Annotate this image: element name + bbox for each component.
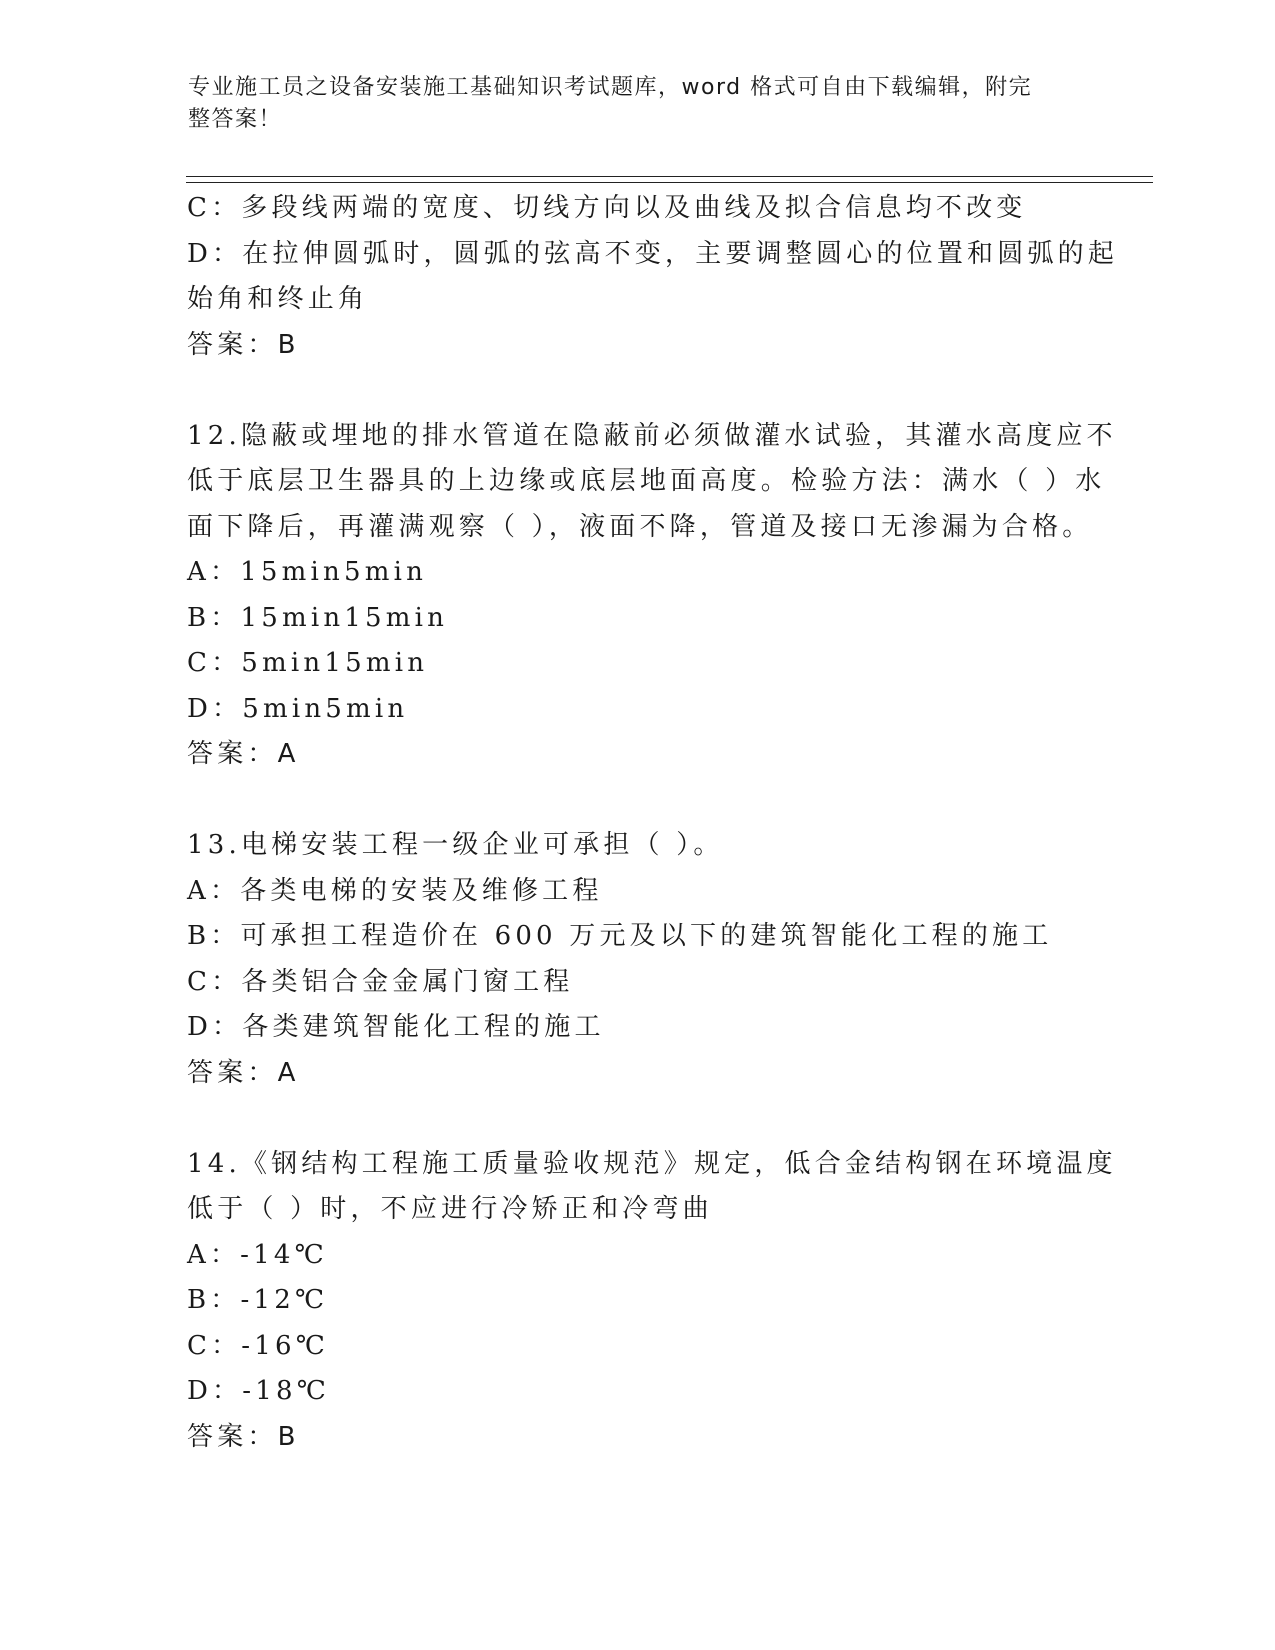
- option-a: A：各类电梯的安装及维修工程: [187, 875, 603, 906]
- option-a: A：15min5min: [187, 557, 428, 587]
- question-stem-line-1: 14.《钢结构工程施工质量验收规范》规定，低合金结构钢在环境温度: [187, 1148, 1117, 1179]
- header-divider-top: [186, 176, 1153, 177]
- previous-question: [187, 186, 1119, 368]
- answer: 答案：A: [187, 1057, 300, 1088]
- option-c: C：各类铝合金金属门窗工程: [187, 966, 574, 997]
- header-title-line-1: 专业施工员之设备安装施工基础知识考试题库，word 格式可自由下载编辑，附完: [188, 75, 1033, 100]
- question-spacer: [187, 368, 1077, 414]
- option-b: B：15min15min: [187, 602, 449, 633]
- answer: 答案：A: [187, 739, 300, 769]
- question-14: [187, 1142, 1117, 1461]
- document-header: [188, 72, 1068, 136]
- option-c: C：5min15min: [187, 648, 429, 678]
- question-spacer: [187, 1096, 1077, 1142]
- option-d-line-2: 始角和终止角: [187, 284, 369, 314]
- question-12: [187, 414, 1117, 778]
- option-c: C：多段线两端的宽度、切线方向以及曲线及拟合信息均不改变: [187, 193, 1027, 223]
- question-stem-line-3: 面下降后，再灌满观察（ ），液面不降，管道及接口无渗漏为合格。: [187, 511, 1093, 542]
- option-d: D：各类建筑智能化工程的施工: [187, 1012, 605, 1042]
- option-d-line-1: D：在拉伸圆弧时，圆弧的弦高不变，主要调整圆心的位置和圆弧的起: [187, 238, 1119, 269]
- header-title-line-2: 整答案！: [188, 107, 283, 132]
- question-13: [187, 823, 1077, 1096]
- answer: 答案：B: [187, 1421, 300, 1452]
- question-stem-line-2: 低于底层卫生器具的上边缘或底层地面高度。检验方法：满水（ ）水: [187, 466, 1106, 496]
- header-divider-bottom: [186, 182, 1153, 183]
- option-b: B：可承担工程造价在 600 万元及以下的建筑智能化工程的施工: [187, 921, 1053, 951]
- option-d: D：5min5min: [187, 693, 409, 724]
- option-b: B：-12℃: [187, 1285, 329, 1315]
- question-stem-line-1: 13.电梯安装工程一级企业可承担（ ）。: [187, 830, 724, 860]
- document-body: [187, 186, 1119, 1460]
- question-spacer: [187, 778, 1077, 824]
- question-stem-line-1: 12.隐蔽或埋地的排水管道在隐蔽前必须做灌水试验，其灌水高度应不: [187, 420, 1117, 451]
- answer: 答案：B: [187, 329, 300, 360]
- option-a: A：-14℃: [187, 1239, 328, 1270]
- option-c: C：-16℃: [187, 1330, 330, 1361]
- option-d: D：-18℃: [187, 1376, 330, 1406]
- question-stem-line-2: 低于（ ）时，不应进行冷矫正和冷弯曲: [187, 1194, 713, 1224]
